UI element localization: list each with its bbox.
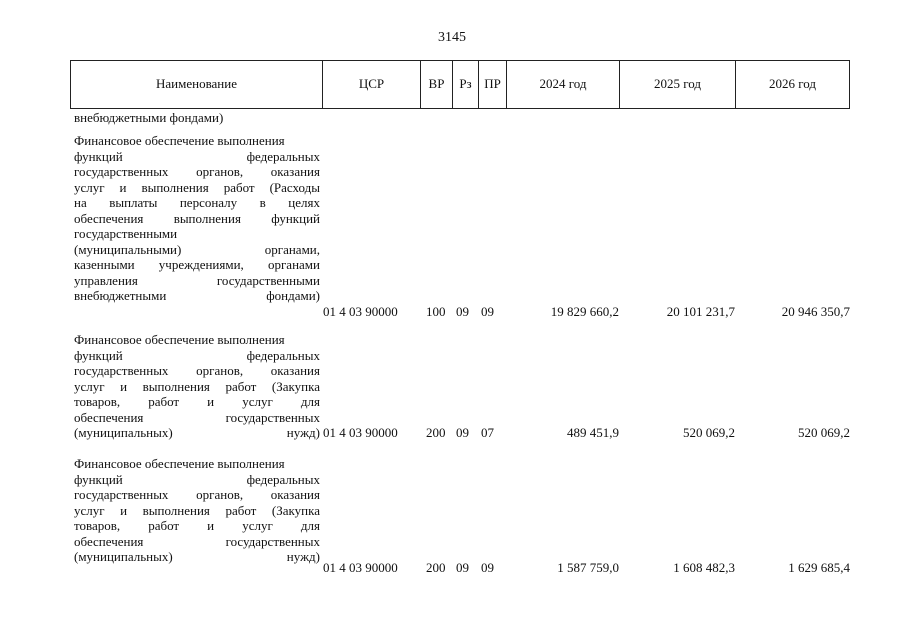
row-2-rz: 09 (456, 425, 469, 440)
header-2024: 2024 год (506, 60, 619, 108)
header-name: Наименование (70, 60, 322, 108)
row-2-2025: 520 069,2 (683, 425, 735, 440)
row-1-csr: 01 4 03 90000 (323, 304, 398, 319)
row-3-csr: 01 4 03 90000 (323, 560, 398, 575)
row-3-2025: 1 608 482,3 (673, 560, 735, 575)
row-2-name: Финансовое обеспечение выполнения функций федеральных государственных органов, оказания услуг и выполнения работ (Закупка товаров, работ и услуг для обеспечения государственных (муниципальных) нужд) (74, 332, 320, 440)
row-1-name: Финансовое обеспечение выполнения функций федеральных государственных органов, оказания услуг и выполнения работ (Расходы на выплаты персоналу в целях обеспечения выполнения функций государственными (муниципальными) органами, казенными учреждениями, органами управления государственными внебюджетными фондами) (74, 133, 320, 303)
row-1-2025: 20 101 231,7 (666, 304, 735, 319)
continuation-text: внебюджетными фондами) (74, 110, 224, 125)
row-2-csr: 01 4 03 90000 (323, 425, 398, 440)
header-vr: ВР (420, 60, 452, 108)
row-2-vr: 200 (426, 425, 446, 440)
header-pr: ПР (478, 60, 506, 108)
row-2-2026: 520 069,2 (798, 425, 850, 440)
header-2026: 2026 год (735, 60, 850, 108)
header-rz: Рз (452, 60, 478, 108)
row-3-2024: 1 587 759,0 (557, 560, 619, 575)
row-1-pr: 09 (481, 304, 494, 319)
page-number: 3145 (438, 30, 466, 45)
row-3-2026: 1 629 685,4 (788, 560, 850, 575)
row-3-vr: 200 (426, 560, 446, 575)
row-3-rz: 09 (456, 560, 469, 575)
row-1-vr: 100 (426, 304, 446, 319)
row-3-name: Финансовое обеспечение выполнения функций федеральных государственных органов, оказания услуг и выполнения работ (Закупка товаров, работ и услуг для обеспечения государственных (муниципальных) нужд) (74, 456, 320, 564)
row-1-2026: 20 946 350,7 (781, 304, 850, 319)
row-3-pr: 09 (481, 560, 494, 575)
row-1-2024: 19 829 660,2 (550, 304, 619, 319)
table-header (70, 60, 850, 108)
row-2-pr: 07 (481, 425, 494, 440)
row-1-rz: 09 (456, 304, 469, 319)
header-csr: ЦСР (322, 60, 420, 108)
row-2-2024: 489 451,9 (567, 425, 619, 440)
header-2025: 2025 год (619, 60, 735, 108)
